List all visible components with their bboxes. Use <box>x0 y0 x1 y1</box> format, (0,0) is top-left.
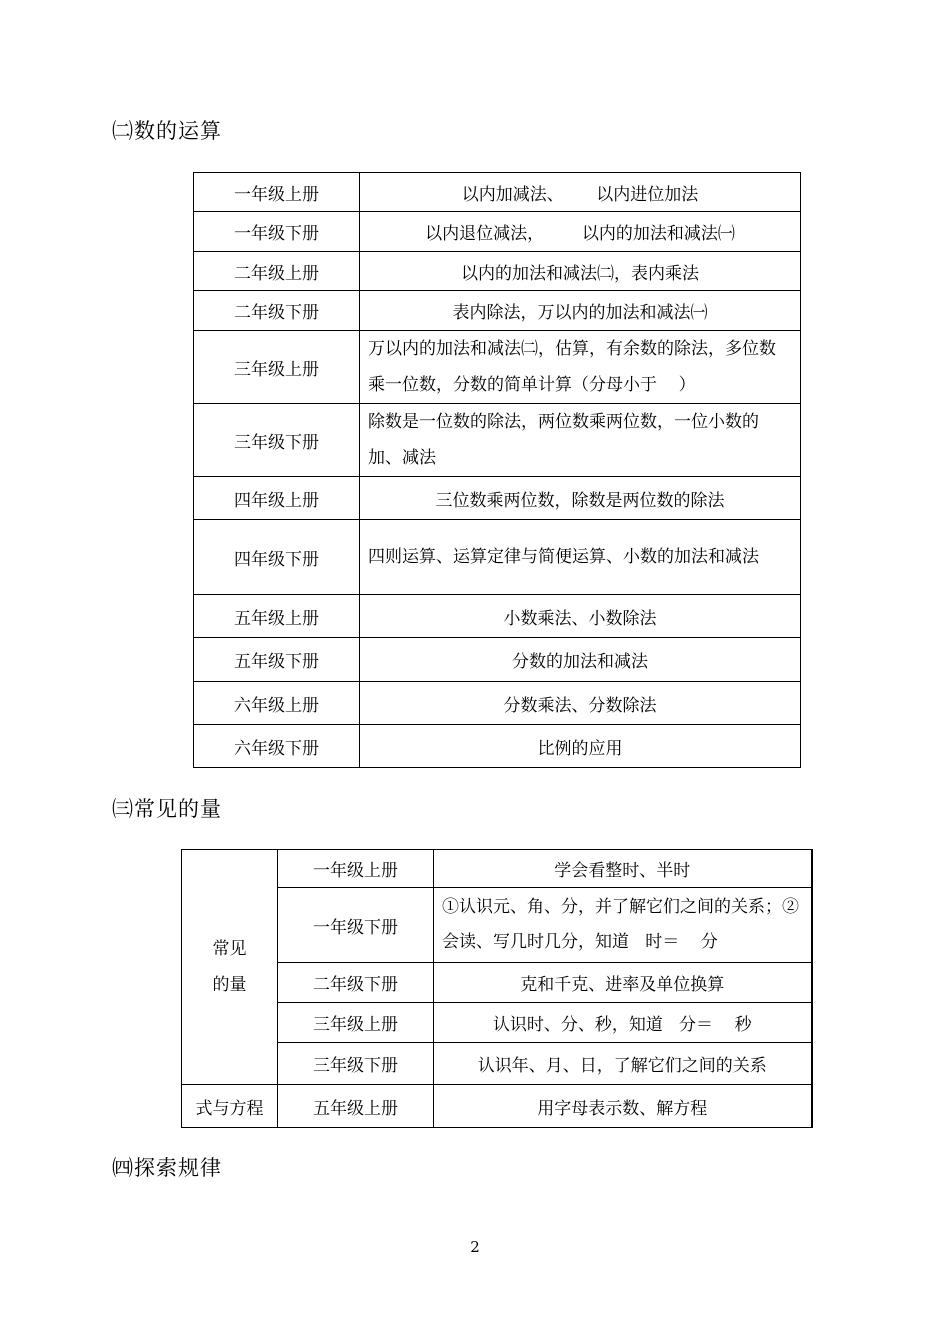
grade-cell: 三年级下册 <box>278 1043 434 1085</box>
grade-cell: 二年级下册 <box>278 963 434 1003</box>
content-cell: 以内退位减法， 以内的加法和减法㈠ <box>360 212 801 252</box>
content-cell: 三位数乘两位数，除数是两位数的除法 <box>360 477 801 520</box>
category-label: 常见的量 <box>212 939 247 995</box>
table-row <box>194 638 801 682</box>
common-quantities-table <box>181 849 813 1128</box>
table-row <box>182 1085 812 1128</box>
grade-cell: 六年级下册 <box>194 725 360 768</box>
table-row <box>194 291 801 331</box>
table-row <box>194 331 801 404</box>
number-operations-table <box>193 172 801 768</box>
content-cell: 克和千克、进率及单位换算 <box>434 963 812 1003</box>
content-cell: ①认识元、角、分，并了解它们之间的关系；②会读、写几时几分，知道 时＝ 分 <box>434 888 812 963</box>
grade-cell: 二年级下册 <box>194 291 360 331</box>
table-row <box>194 477 801 520</box>
table-row <box>194 520 801 595</box>
grade-cell: 一年级下册 <box>194 212 360 252</box>
grade-cell: 三年级下册 <box>194 404 360 477</box>
content-cell: 四则运算、运算定律与简便运算、小数的加法和减法 <box>360 520 801 595</box>
section4-heading: ㈣探索规律 <box>112 1156 222 1180</box>
content-cell: 认识年、月、日，了解它们之间的关系 <box>434 1043 812 1085</box>
table-row <box>194 682 801 725</box>
content-cell: 用字母表示数、解方程 <box>434 1085 812 1128</box>
content-cell: 分数的加法和减法 <box>360 638 801 682</box>
content-cell: 表内除法，万以内的加法和减法㈠ <box>360 291 801 331</box>
content-cell: 万以内的加法和减法㈡，估算，有余数的除法，多位数乘一位数，分数的简单计算（分母小于 ） <box>360 331 801 404</box>
category-cell <box>182 850 278 1085</box>
table-row <box>194 404 801 477</box>
grade-cell: 一年级下册 <box>278 888 434 963</box>
table-row <box>182 850 812 888</box>
table-row <box>194 725 801 768</box>
section3-heading: ㈢常见的量 <box>112 797 222 821</box>
grade-cell: 五年级上册 <box>278 1085 434 1128</box>
grade-cell: 四年级上册 <box>194 477 360 520</box>
grade-cell: 三年级上册 <box>278 1003 434 1043</box>
grade-cell: 五年级下册 <box>194 638 360 682</box>
grade-cell: 一年级上册 <box>194 173 360 212</box>
section2-heading: ㈡数的运算 <box>112 119 222 143</box>
content-cell: 分数乘法、分数除法 <box>360 682 801 725</box>
content-cell: 比例的应用 <box>360 725 801 768</box>
content-cell: 除数是一位数的除法，两位数乘两位数，一位小数的加、减法 <box>360 404 801 477</box>
grade-cell: 四年级下册 <box>194 520 360 595</box>
grade-cell: 五年级上册 <box>194 595 360 638</box>
content-cell: 学会看整时、半时 <box>434 850 812 888</box>
grade-cell: 一年级上册 <box>278 850 434 888</box>
table-row <box>194 252 801 291</box>
content-cell: 小数乘法、小数除法 <box>360 595 801 638</box>
table-row <box>194 173 801 212</box>
grade-cell: 三年级上册 <box>194 331 360 404</box>
table-row <box>194 595 801 638</box>
page-number: 2 <box>470 1238 480 1256</box>
content-cell: 认识时、分、秒，知道 分＝ 秒 <box>434 1003 812 1043</box>
grade-cell: 六年级上册 <box>194 682 360 725</box>
grade-cell: 二年级上册 <box>194 252 360 291</box>
table-row <box>194 212 801 252</box>
content-cell: 以内的加法和减法㈡，表内乘法 <box>360 252 801 291</box>
content-cell: 以内加减法、 以内进位加法 <box>360 173 801 212</box>
category-cell: 式与方程 <box>182 1085 278 1128</box>
